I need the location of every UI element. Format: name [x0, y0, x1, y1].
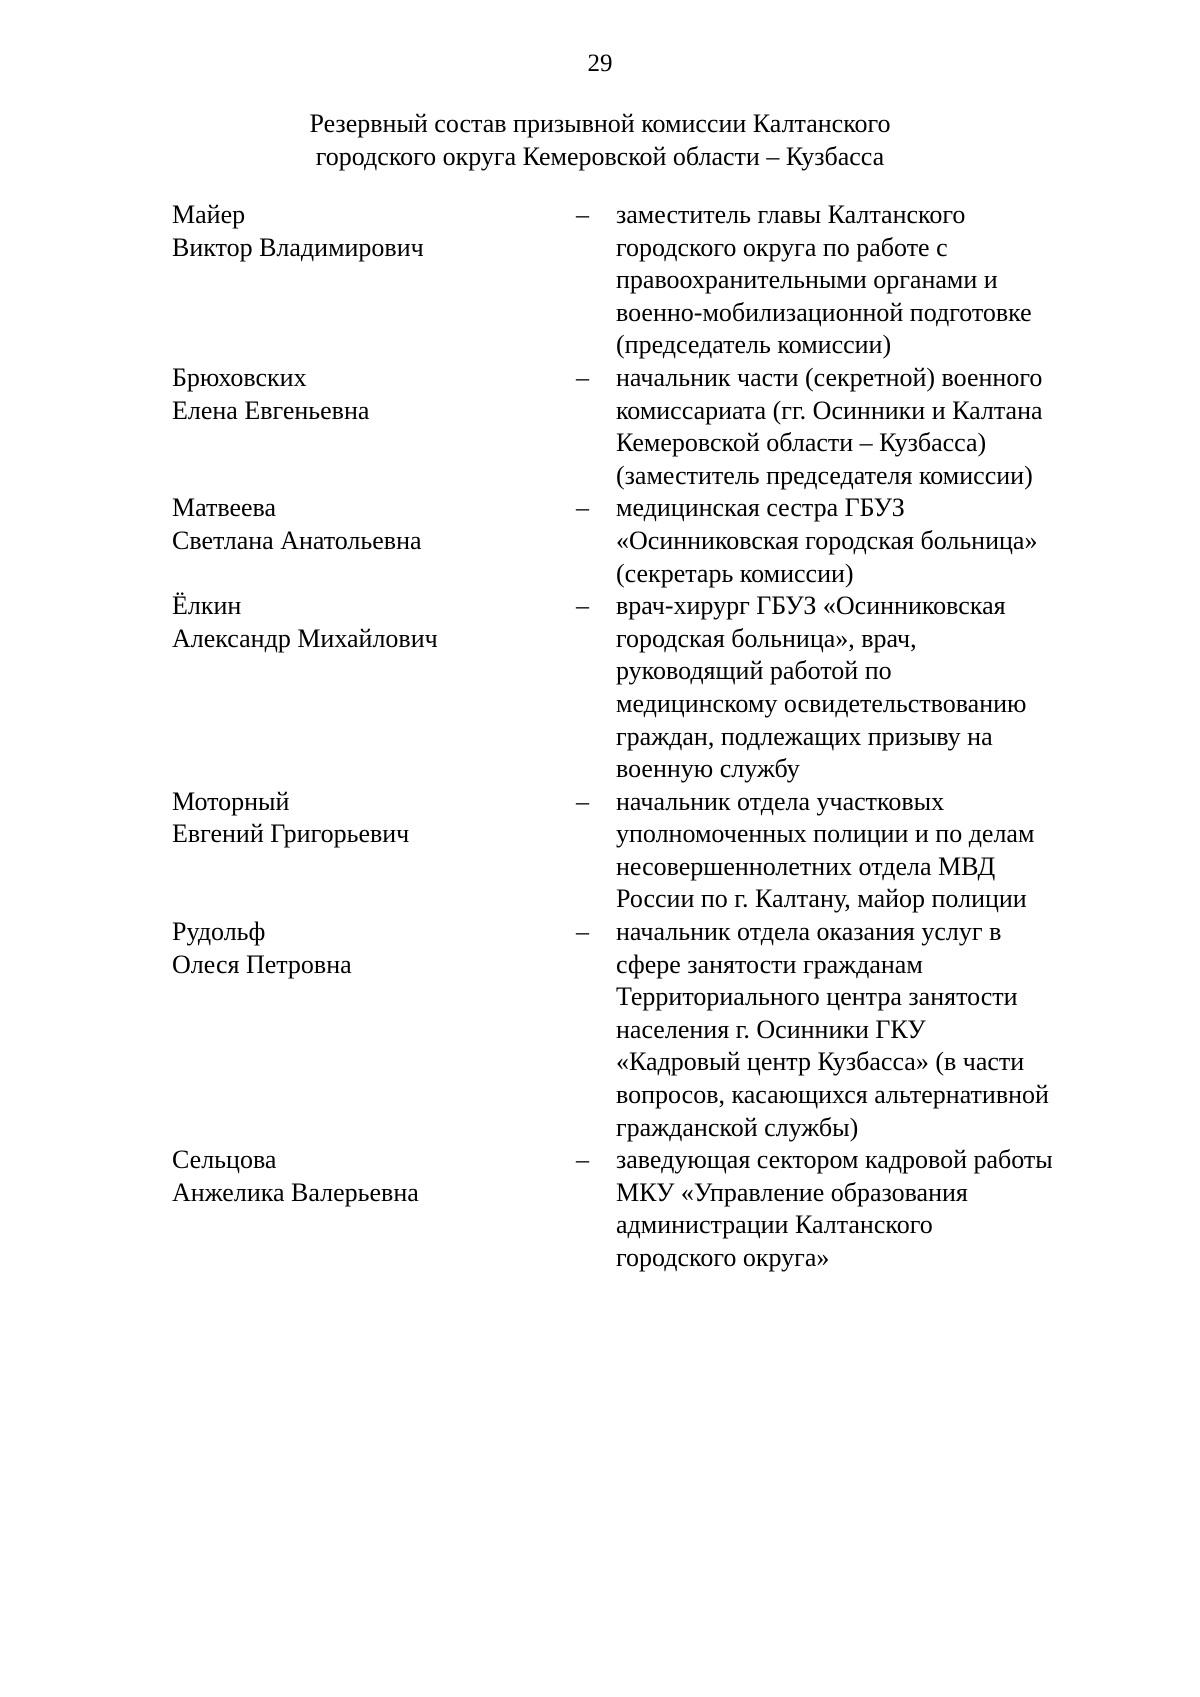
- member-surname: Майер: [172, 200, 246, 229]
- member-role-line: граждан, подлежащих призыву на: [616, 721, 993, 751]
- member-dash: –: [576, 200, 589, 229]
- member-name: [172, 916, 552, 981]
- member-given-name: Светлана Анатольевна: [172, 525, 422, 555]
- member-name: [172, 590, 552, 655]
- member-role-line: начальник отдела участковых: [616, 786, 945, 816]
- member-role-line: гражданской службы): [616, 1112, 859, 1142]
- member-surname: Матвеева: [172, 493, 277, 523]
- member-role: [616, 199, 1176, 362]
- member-role-line: начальник части (секретной) военного: [616, 362, 1043, 392]
- member-given-name: Елена Евгеньевна: [172, 395, 370, 425]
- commission-member-list: [172, 199, 1172, 1275]
- member-role-line: (председатель комиссии): [616, 330, 892, 360]
- member-role-line: несовершеннолетних отдела МВД: [616, 851, 996, 881]
- document-title: [0, 108, 1200, 173]
- member-role-line: медицинская сестра ГБУЗ: [616, 493, 905, 523]
- member-entry: [172, 362, 1172, 492]
- member-surname: Рудольф: [172, 917, 266, 947]
- member-role: [616, 362, 1176, 492]
- member-surname: Моторный: [172, 786, 290, 816]
- member-role-line: начальник отдела оказания услуг в: [616, 917, 1002, 947]
- member-role-line: «Кадровый центр Кузбасса» (в части: [616, 1047, 1025, 1077]
- member-role-line: заведующая сектором кадровой работы: [616, 1145, 1053, 1175]
- member-given-name: Евгений Григорьевич: [172, 819, 410, 849]
- member-dash: –: [576, 493, 589, 523]
- member-dash: –: [576, 917, 589, 947]
- member-role-line: уполномоченных полиции и по делам: [616, 819, 1035, 849]
- member-entry: [172, 199, 1172, 362]
- member-name: [172, 492, 552, 557]
- member-role-line: населения г. Осинники ГКУ: [616, 1014, 926, 1044]
- member-role-line: заместитель главы Калтанского: [616, 200, 966, 229]
- page-number: 29: [587, 50, 613, 77]
- member-name: [172, 362, 552, 427]
- member-given-name: Анжелика Валерьевна: [172, 1177, 419, 1207]
- document-title-line: Резервный состав призывной комиссии Калтанского: [309, 109, 891, 138]
- member-given-name: Виктор Владимирович: [172, 232, 424, 262]
- member-role-line: правоохранительными органами и: [616, 265, 998, 295]
- member-role: [616, 1144, 1176, 1274]
- member-dash: –: [576, 591, 589, 621]
- member-entry: [172, 1144, 1172, 1274]
- member-role-line: городского округа по работе с: [616, 232, 948, 262]
- member-surname: Ёлкин: [172, 591, 242, 621]
- member-role-line: военную службу: [616, 754, 800, 784]
- member-name: [172, 786, 552, 851]
- member-role-line: Территориального центра занятости: [616, 982, 1018, 1012]
- member-surname: Брюховских: [172, 362, 307, 392]
- member-surname: Сельцова: [172, 1145, 277, 1175]
- member-name: [172, 199, 552, 264]
- member-dash: –: [576, 786, 589, 816]
- member-role-line: «Осинниковская городская больница»: [616, 525, 1038, 555]
- member-given-name: Олеся Петровна: [172, 949, 352, 979]
- member-role-line: городская больница», врач,: [616, 623, 917, 653]
- member-role: [616, 786, 1176, 916]
- member-role-line: (секретарь комиссии): [616, 558, 854, 588]
- member-entry: [172, 492, 1172, 590]
- member-name: [172, 1144, 552, 1209]
- member-role-line: сфере занятости гражданам: [616, 949, 923, 979]
- member-given-name: Александр Михайлович: [172, 623, 438, 653]
- member-role: [616, 916, 1176, 1144]
- member-role-line: руководящий работой по: [616, 656, 892, 686]
- member-role-line: военно-мобилизационной подготовке: [616, 297, 1032, 327]
- member-role-line: (заместитель председателя комиссии): [616, 460, 1033, 490]
- member-role-line: врач-хирург ГБУЗ «Осинниковская: [616, 591, 1006, 621]
- member-entry: [172, 916, 1172, 1144]
- member-role: [616, 492, 1176, 590]
- member-entry: [172, 590, 1172, 786]
- member-role-line: Кемеровской области – Кузбасса): [616, 428, 987, 458]
- member-dash: –: [576, 1145, 589, 1175]
- member-role: [616, 590, 1176, 786]
- member-entry: [172, 786, 1172, 916]
- member-role-line: медицинскому освидетельствованию: [616, 688, 1027, 718]
- member-role-line: администрации Калтанского: [616, 1210, 933, 1240]
- document-title-line: городского округа Кемеровской области – Кузбасса: [315, 141, 885, 171]
- member-role-line: городского округа»: [616, 1243, 830, 1272]
- member-role-line: МКУ «Управление образования: [616, 1177, 968, 1207]
- member-role-line: комиссариата (гг. Осинники и Калтана: [616, 395, 1043, 425]
- member-role-line: вопросов, касающихся альтернативной: [616, 1080, 1049, 1110]
- member-dash: –: [576, 362, 589, 392]
- member-role-line: России по г. Калтану, майор полиции: [616, 884, 1027, 914]
